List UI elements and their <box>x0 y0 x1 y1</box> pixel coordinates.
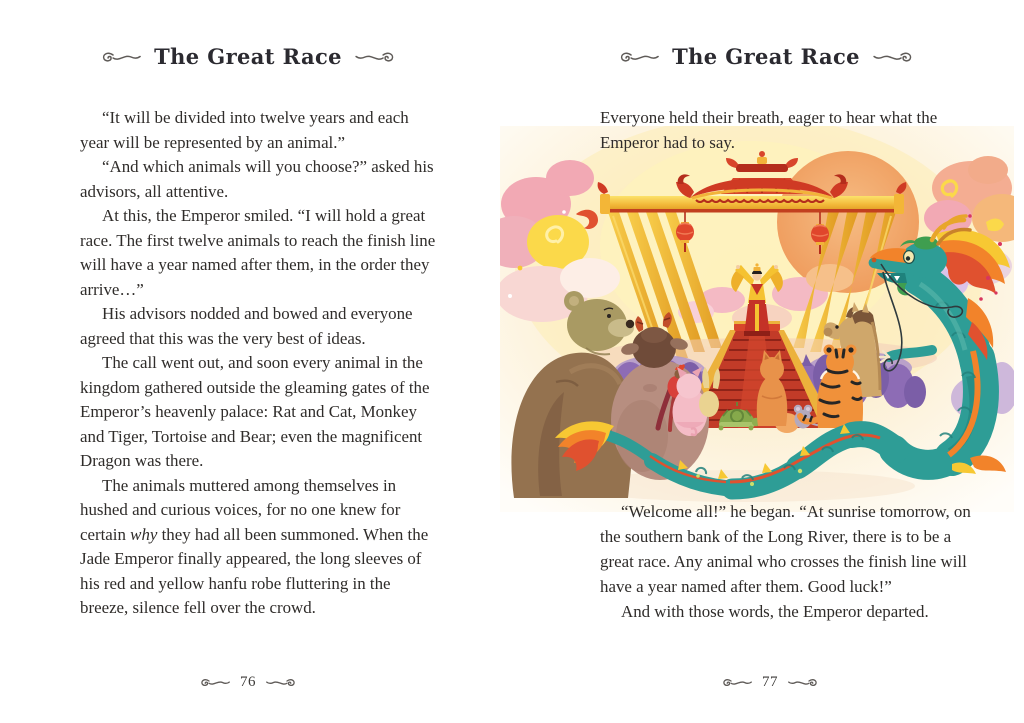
paragraph: “It will be divided into twelve years and each year will be represented by an animal.” <box>80 108 409 152</box>
chapter-title: The Great Race <box>154 44 342 69</box>
paragraph: “Welcome all!” he began. “At sunrise tomorrow, on the southern bank of the Long River, there is to be a great race. Any animal who crosses the finish line will have a year named after them. Good luck!” <box>600 502 971 596</box>
flourish-right-icon <box>266 677 296 688</box>
illustration <box>500 126 1014 512</box>
paragraph-run: The animals muttered among themselves in hushed and curious voices, for no one knew for certain <box>80 475 401 544</box>
paragraph-emphasis: why <box>130 524 158 544</box>
paragraph-run: they had all been summoned. When the Jade Emperor finally appeared, the long sleeves of his red and yellow hanfu robe fluttering in the breeze, silence fell over the crowd. <box>80 524 429 617</box>
flourish-left-icon <box>101 50 141 64</box>
story-text-right-bottom <box>600 499 972 624</box>
page-number: 77 <box>762 674 778 690</box>
flourish-right-icon <box>355 50 395 64</box>
story-text-right-top <box>600 106 968 155</box>
chapter-title: The Great Race <box>672 44 860 69</box>
story-text-left <box>80 106 442 621</box>
paragraph: Everyone held their breath, eager to hear what the Emperor had to say. <box>600 108 938 152</box>
paragraph <box>80 474 442 621</box>
page-number: 76 <box>240 674 256 690</box>
paragraph: “And which animals will you choose?” asked his advisors, all attentive. <box>80 157 434 201</box>
flourish-left-icon <box>619 50 659 64</box>
paragraph: The call went out, and soon every animal in the kingdom gathered outside the gleaming gates of the Emperor’s heavenly palace: Rat and Cat, Monkey and Tiger, Tortoise and Bear; even the magnificent Dragon was there. <box>80 353 430 470</box>
flourish-right-icon <box>873 50 913 64</box>
left-page-footer <box>200 674 296 691</box>
paragraph: His advisors nodded and bowed and everyone agreed that this was the very best of ideas. <box>80 304 413 348</box>
right-page-footer <box>722 674 818 691</box>
right-page-header <box>619 44 913 69</box>
paragraph: At this, the Emperor smiled. “I will hold a great race. The first twelve animals to reach the finish line will have a year named after them, in the order they arrive…” <box>80 206 436 299</box>
flourish-right-icon <box>788 677 818 688</box>
flourish-left-icon <box>722 677 752 688</box>
flourish-left-icon <box>200 677 230 688</box>
left-page-header <box>101 44 395 69</box>
paragraph: And with those words, the Emperor departed. <box>621 602 929 621</box>
